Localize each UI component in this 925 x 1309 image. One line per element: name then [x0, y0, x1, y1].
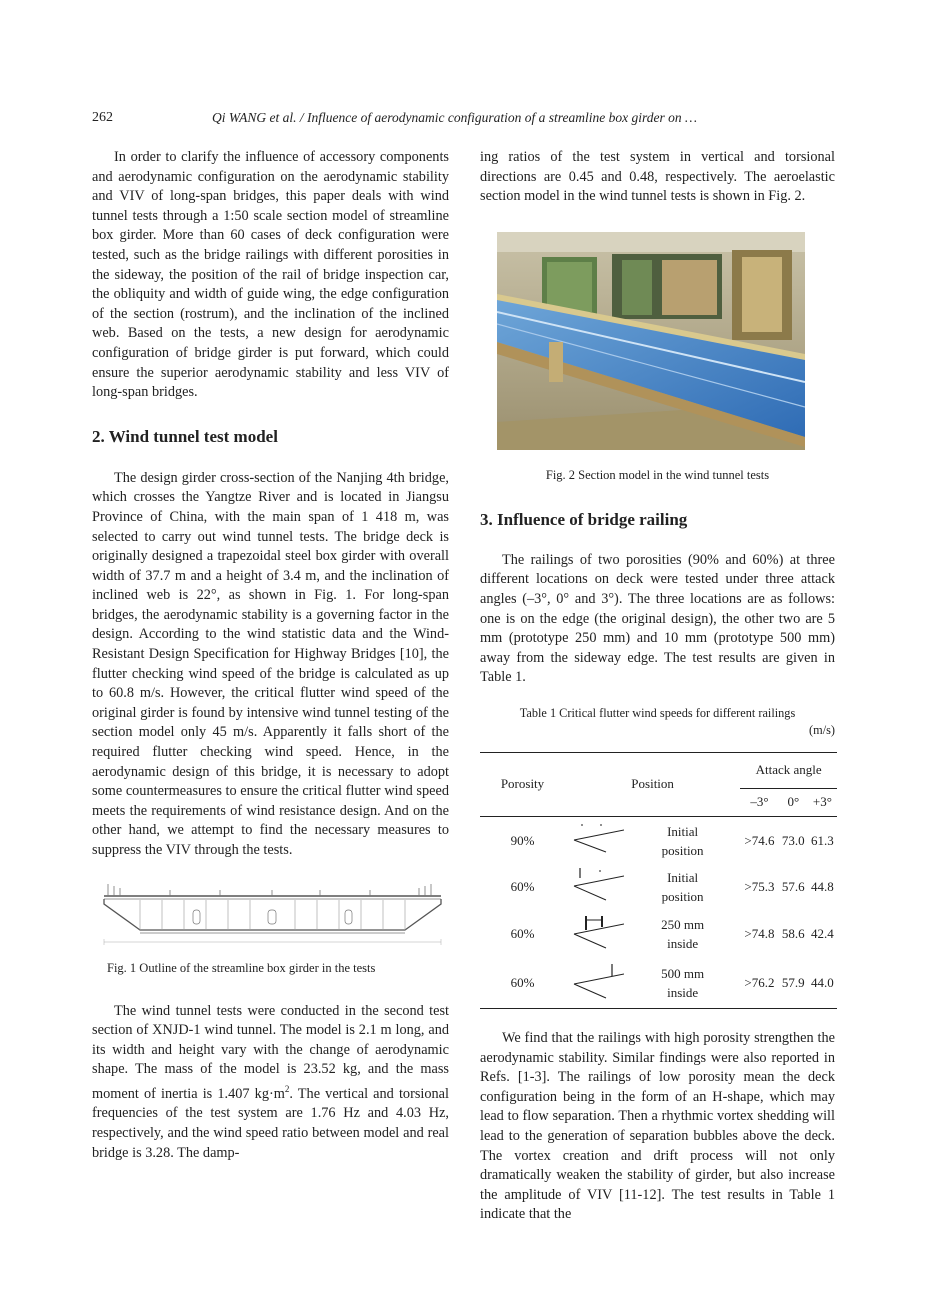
header-angle-minus3: –3°	[750, 794, 769, 810]
cell-porosity: 90%	[510, 832, 535, 848]
table-1-unit: (m/s)	[809, 722, 835, 737]
superscript-2: 2	[284, 1083, 290, 1094]
running-title: Qi WANG et al. / Influence of aerodynamic configuration of a streamline box girder on …	[212, 110, 697, 125]
figure-1-caption: Fig. 1 Outline of the streamline box girder in the tests	[107, 960, 376, 975]
figure-1	[92, 880, 449, 976]
damping-paragraph: ing ratios of the test system in vertical and torsional directions are 0.45 and 0.48, respectively. The aeroelastic section model in the wind tunnel tests is shown in Fig. 2.	[480, 149, 835, 205]
cell-position-l2: inside	[667, 985, 699, 1001]
results-paragraph: We find that the railings with high porosity strengthen the aerodynamic stability. Similar findings were also reported in Refs. [1-3]. The railings of low porosity mean the deck configuration being in the form of an H-shape, which may lead to flow separation. Then a rhythmic vortex shedding will lead to the generation of separation bubbles above the deck. The vortex creation and drift process will not only dramatically weaken the stability of girder, but also increase the amplitude of VIV [11-12]. The test results in Table 1 indicate that the	[480, 1029, 835, 1223]
cell-porosity: 60%	[510, 879, 535, 895]
cell-v-minus3: >74.8	[744, 926, 775, 942]
figure-2	[480, 232, 835, 483]
cell-v-minus3: >74.6	[744, 832, 775, 848]
cell-v-plus3: 61.3	[811, 832, 834, 848]
page-number: 262	[92, 110, 113, 125]
header-position: Position	[631, 776, 674, 792]
cell-porosity: 60%	[510, 975, 535, 991]
table-row	[480, 910, 837, 958]
header-porosity: Porosity	[500, 776, 545, 792]
cell-v-0: 58.6	[781, 926, 805, 942]
cell-position-l1: Initial	[667, 823, 699, 839]
left-column	[92, 148, 449, 1163]
cell-position-l2: position	[661, 842, 704, 858]
cell-v-minus3: >75.3	[744, 879, 775, 895]
cell-v-minus3: >76.2	[744, 975, 775, 991]
section-3-paragraph: The railings of two porosities (90% and 60%) at three different locations on deck were tested under three attack angles (–3°, 0° and 3°). The three locations are as follows: one is on the edge (the original design), the other two are 5 mm (prototype 250 mm) and 10 mm (prototype 500 mm) away from the sideway edge. The test results are given in Table 1.	[480, 551, 835, 686]
cell-v-plus3: 44.8	[811, 879, 834, 895]
railing-initial-icon	[566, 824, 624, 854]
test-setup-text-a: The wind tunnel tests were conducted in the second test section of XNJD-1 wind tunnel. The model is 2.1 m long, and its width and height vary with the change of aerodynamic shape. The mass of the model is 23.52 kg, and the mass moment of inertia is 1.407 kg·m	[92, 1002, 449, 1102]
figure-2-caption: Fig. 2 Section model in the wind tunnel tests	[545, 467, 770, 482]
railing-250mm-icon	[566, 914, 624, 950]
cell-v-plus3: 42.4	[811, 926, 834, 942]
cell-position-l1: 250 mm	[661, 917, 705, 933]
table-1-title: Table 1 Critical flutter wind speeds for different railings	[519, 705, 796, 720]
table-row	[480, 958, 837, 1008]
railing-initial-low-porosity-icon	[566, 868, 624, 902]
cell-position-l2: position	[661, 889, 704, 905]
cell-porosity: 60%	[510, 926, 535, 942]
cell-v-plus3: 44.0	[811, 975, 834, 991]
intro-paragraph: In order to clarify the influence of accessory components and aerodynamic configuration on the aerodynamic stability and VIV of long-span bridges, this paper deals with wind tunnel tests through a 1:50 scale section model of streamline box girder. More than 60 cases of deck configuration were tested, such as the bridge railings with different porosities in the sideway, the position of the rail of bridge inspection car, the obliquity and width of guide wing, the edge configuration of the section (rostrum), and the inclination of the inclined web. Based on the tests, a new design for aerodynamic configuration of bridge girder is put forward, which could ensure the superior aerodynamic stability and less VIV of long-span bridges.	[92, 149, 449, 401]
section-2-heading: 2. Wind tunnel test model	[92, 426, 278, 446]
cell-v-0: 57.6	[781, 879, 805, 895]
table-row	[480, 864, 837, 910]
section-2-paragraph: The design girder cross-section of the Nanjing 4th bridge, which crosses the Yangtze River and is located in Jiangsu Province of China, with the main span of 1 418 m, was selected to carry out wind tunnel tests. The bridge deck is originally designed a trapezoidal steel box girder with overall width of 37.7 m and a height of 3.4 m, and the inclination of inclined web is 22°, as shown in Fig. 1. For long-span bridges, the aerodynamic stability is a governing factor in the design. According to the wind statistic data and the Wind-Resistant Design Specification for Highway Bridges [10], the flutter checking wind speed of the bridge is calculated as up to 60.8 m/s. However, the critical flutter wind speed of the original girder is found by intensive wind tunnel testing of the section model only 45 m/s. Apparently it falls short of the required flutter checking wind speed. Hence, in the aerodynamic design of this bridge, it is necessary to adopt some countermeasures to ensure the critical flutter wind speed meets the requirements of wind resistance design. And on the other hand, we attempt to find the necessary measures to suppress the VIV through the tests.	[92, 469, 449, 858]
cell-v-0: 57.9	[781, 975, 805, 991]
page-header	[92, 110, 837, 130]
cell-position-l1: Initial	[667, 870, 699, 886]
cell-position-l2: inside	[667, 936, 699, 952]
cell-position-l1: 500 mm	[661, 966, 705, 982]
test-setup-text-b: . The vertical and torsional frequencies of the test system are 1.76 Hz and 4.03 Hz, respectively, and the wind speed ratio between model and real bridge is 3.28. The damp-	[92, 1085, 449, 1161]
right-column	[480, 148, 835, 1225]
header-angle-0: 0°	[787, 794, 800, 810]
cell-v-0: 73.0	[781, 832, 805, 848]
box-girder-outline-drawing	[100, 880, 445, 950]
header-attack-angle: Attack angle	[740, 752, 837, 788]
header-angle-plus3: +3°	[812, 794, 832, 810]
railing-500mm-icon	[566, 962, 624, 1000]
section-3-heading: 3. Influence of bridge railing	[480, 509, 688, 529]
wind-tunnel-photo	[497, 232, 805, 450]
table-row	[480, 816, 837, 864]
table-1	[480, 752, 837, 1009]
test-setup-paragraph	[92, 1002, 449, 1164]
